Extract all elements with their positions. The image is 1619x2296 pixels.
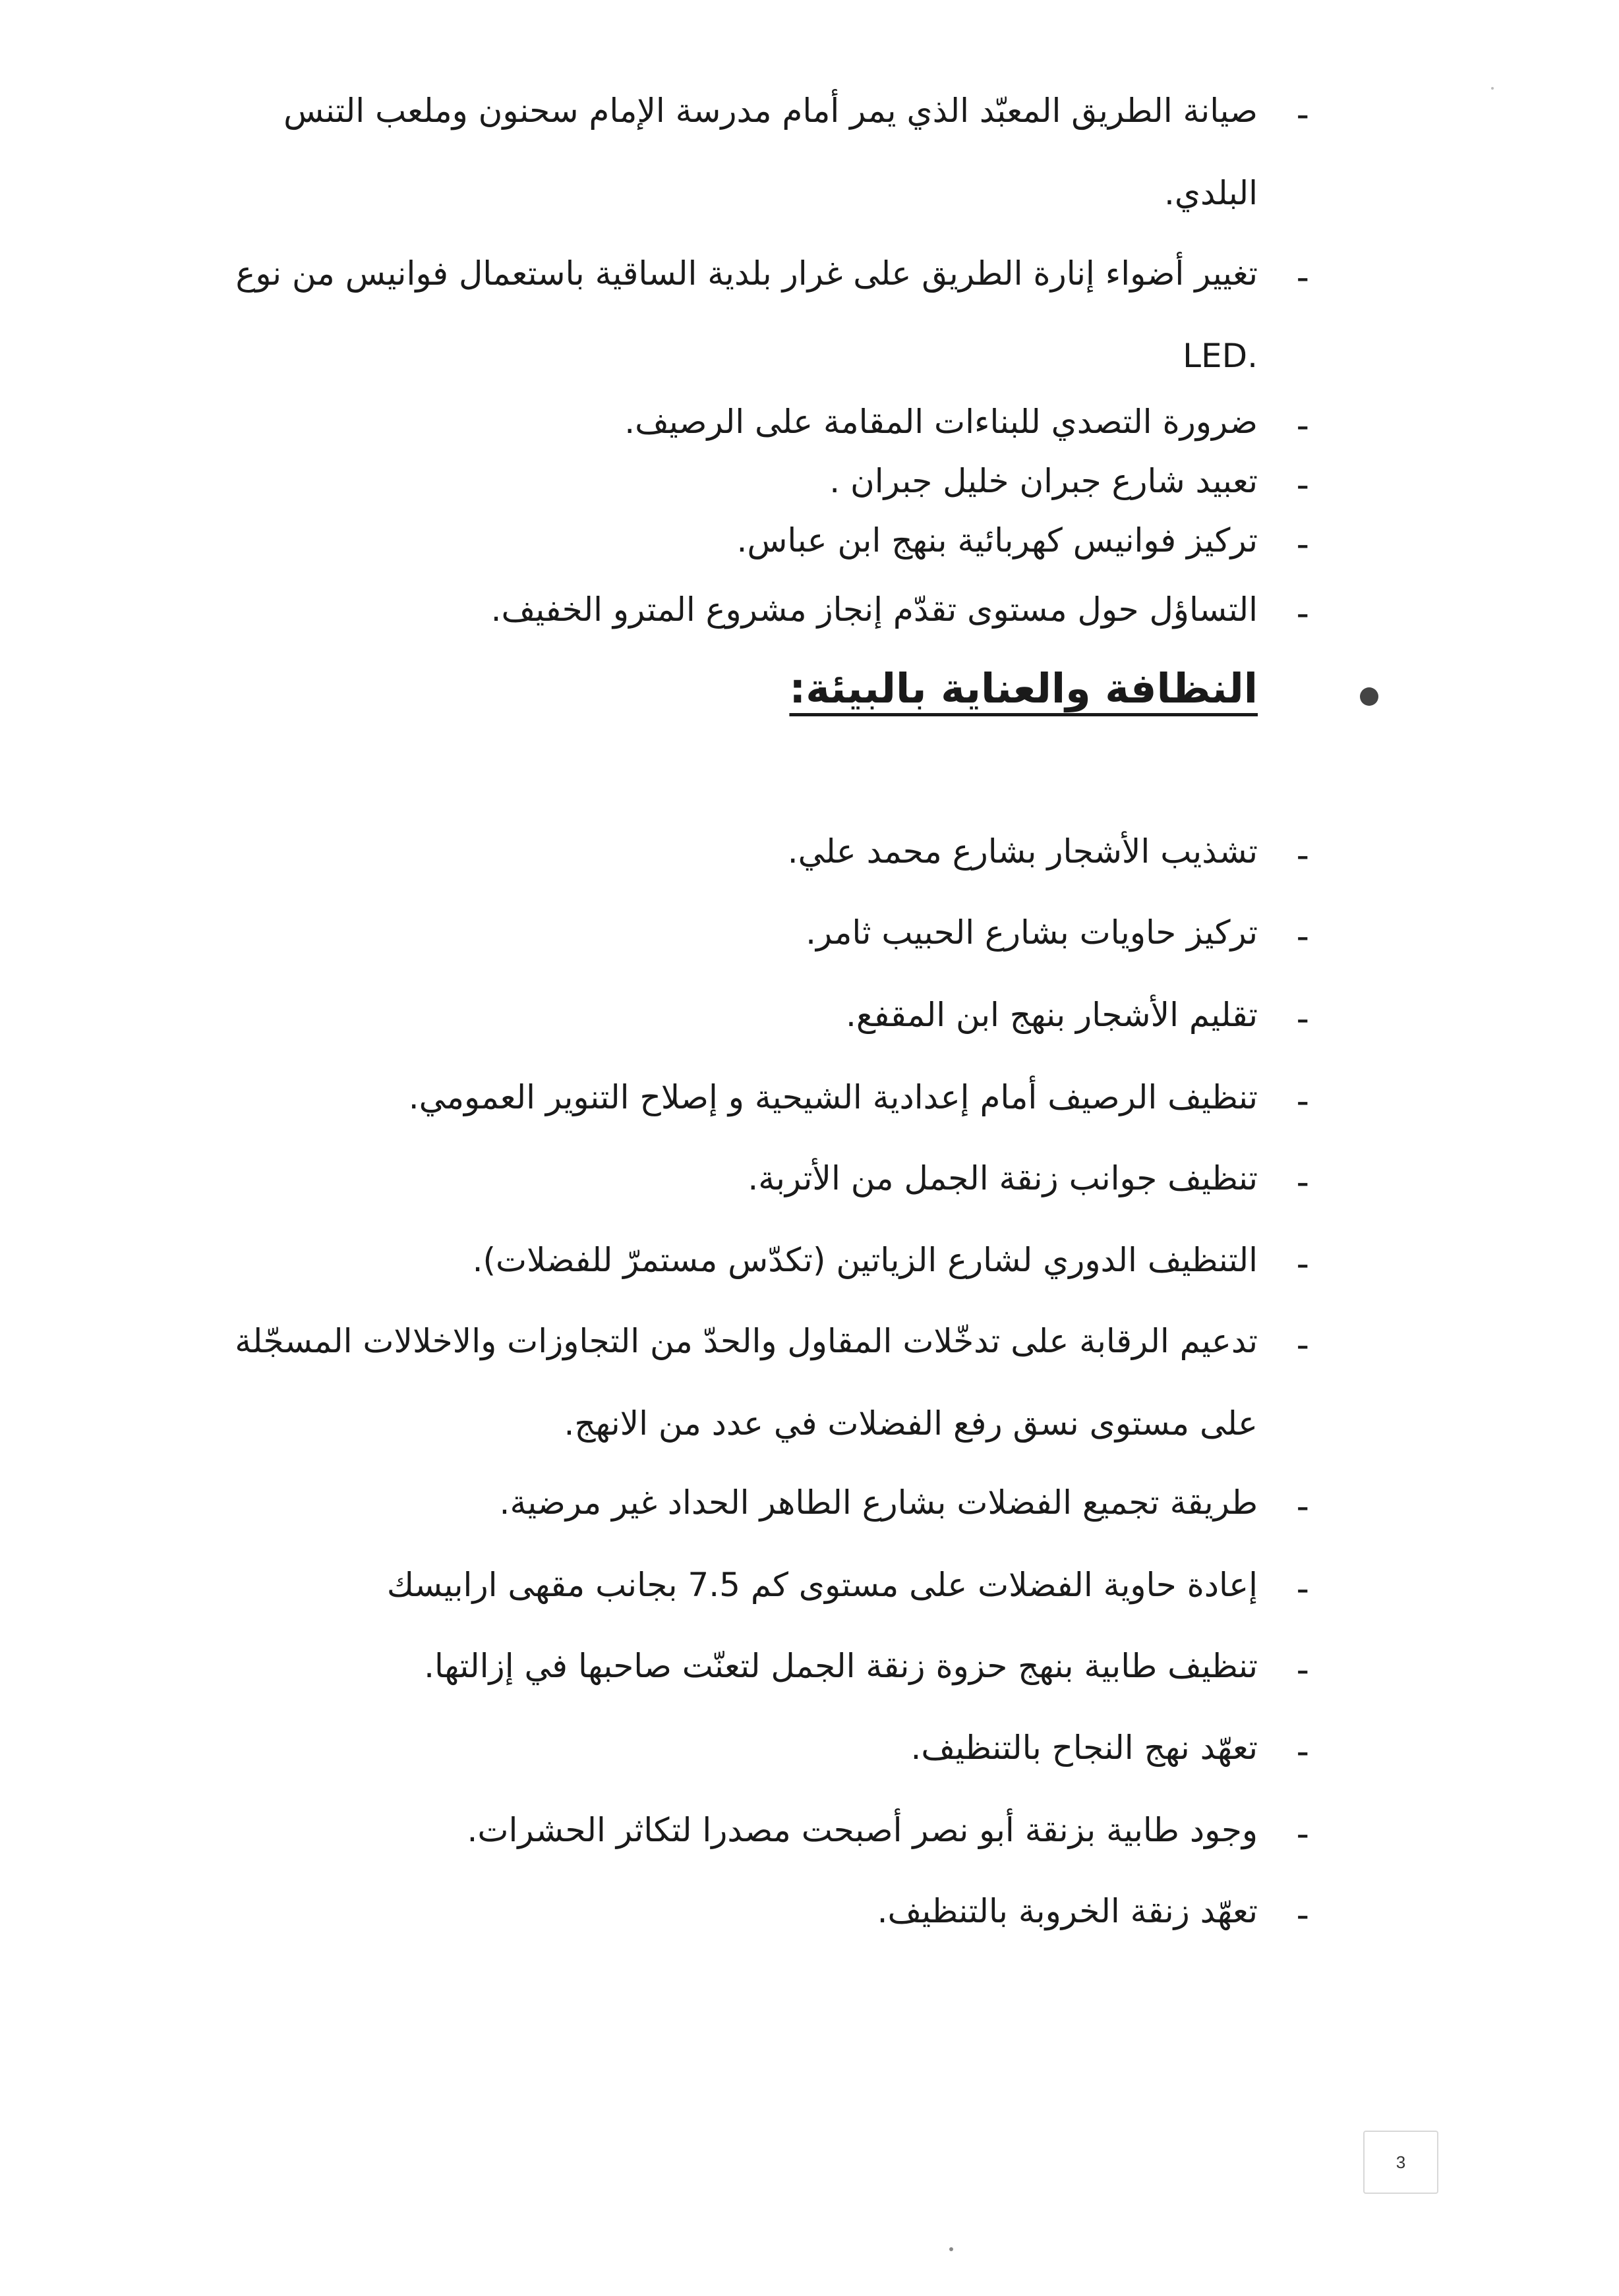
list-dash: - [1296,998,1309,1039]
list-dash: - [1296,1161,1309,1203]
list-item-text: تقليم الأشجار بنهج ابن المقفع. [846,996,1258,1034]
scan-speck [949,2247,953,2251]
list-item-text: تعبيد شارع جبران خليل جبران . [829,462,1258,500]
list-item-text: تنظيف جوانب زنقة الجمل من الأتربة. [748,1159,1258,1197]
list-dash: - [1296,1485,1309,1527]
list-item-text: تغيير أضواء إنارة الطريق على غرار بلدية الساقية باستعمال فوانيس من نوع [235,254,1258,293]
list-item [0,84,1619,212]
list-item-text: تركيز حاويات بشارع الحبيب ثامر. [806,913,1258,952]
list-item [0,1234,1619,1300]
list-dash: - [1296,464,1309,505]
list-item [0,1885,1619,1951]
list-item [0,906,1619,972]
list-item [0,1721,1619,1787]
list-item-text: تعهّد نهج النجاح بالتنظيف. [910,1729,1258,1767]
list-item-text: تنظيف طابية بنهج حزوة زنقة الجمل لتعنّت صاحبها في إزالتها. [424,1647,1258,1685]
list-dash: - [1296,1813,1309,1854]
list-item-text: تشذيب الأشجار بشارع محمد علي. [787,832,1258,871]
list-dash: - [1296,256,1309,298]
list-item [0,1315,1619,1443]
list-item-text: التساؤل حول مستوى تقدّم إنجاز مشروع المترو الخفيف. [490,590,1258,629]
list-item [0,1071,1619,1137]
list-item [0,514,1619,580]
list-item-text-continuation: .LED [1183,337,1258,375]
list-dash: - [1296,1324,1309,1365]
list-item [0,989,1619,1054]
list-item [0,1640,1619,1706]
list-item [0,1559,1619,1624]
heading-bullet [1360,687,1378,706]
list-item-text-continuation: على مستوى نسق رفع الفضلات في عدد من الانهج. [564,1404,1258,1443]
list-dash: - [1296,915,1309,957]
list-item-text: إعادة حاوية الفضلات على مستوى كم 7.5 بجانب مقهى ارابيسك [386,1566,1258,1604]
list-item-text: صيانة الطريق المعبّد الذي يمر أمام مدرسة الإمام سحنون وملعب التنس [283,92,1258,130]
list-dash: - [1296,1080,1309,1122]
page-number: 3 [1363,2131,1438,2194]
list-item [0,247,1619,375]
list-dash: - [1296,834,1309,876]
list-item-text-continuation: البلدي. [1163,174,1258,212]
list-dash: - [1296,1243,1309,1284]
list-item [0,1804,1619,1870]
list-item [0,1152,1619,1218]
list-item-text: طريقة تجميع الفضلات بشارع الطاهر الحداد غير مرضية. [499,1483,1258,1522]
list-dash: - [1296,1568,1309,1609]
list-item-text: ضرورة التصدي للبناءات المقامة على الرصيف. [624,403,1258,441]
list-item [0,455,1619,521]
list-dash: - [1296,523,1309,565]
section-heading: النظافة والعناية بالبيئة: [789,664,1258,712]
list-item-text: تدعيم الرقابة على تدخّلات المقاول والحدّ من التجاوزات والاخلالات المسجّلة [235,1322,1258,1360]
list-dash: - [1296,1894,1309,1936]
list-item-text: التنظيف الدوري لشارع الزياتين (تكدّس مستمرّ للفضلات). [472,1241,1258,1279]
list-dash: - [1296,94,1309,135]
list-item [0,395,1619,461]
list-item [0,1476,1619,1542]
list-item-text: وجود طابية بزنقة أبو نصر أصبحت مصدرا لتكاثر الحشرات. [467,1811,1258,1849]
list-item [0,825,1619,891]
list-dash: - [1296,405,1309,446]
list-item [0,583,1619,649]
list-item-text: تعهّد زنقة الخروبة بالتنظيف. [877,1892,1258,1930]
scan-speck [1491,87,1494,90]
list-dash: - [1296,1731,1309,1772]
list-item-text: تنظيف الرصيف أمام إعدادية الشيحية و إصلاح التنوير العمومي. [408,1078,1258,1116]
list-item-text: تركيز فوانيس كهربائية بنهج ابن عباس. [736,521,1258,560]
list-dash: - [1296,1649,1309,1690]
list-dash: - [1296,592,1309,634]
